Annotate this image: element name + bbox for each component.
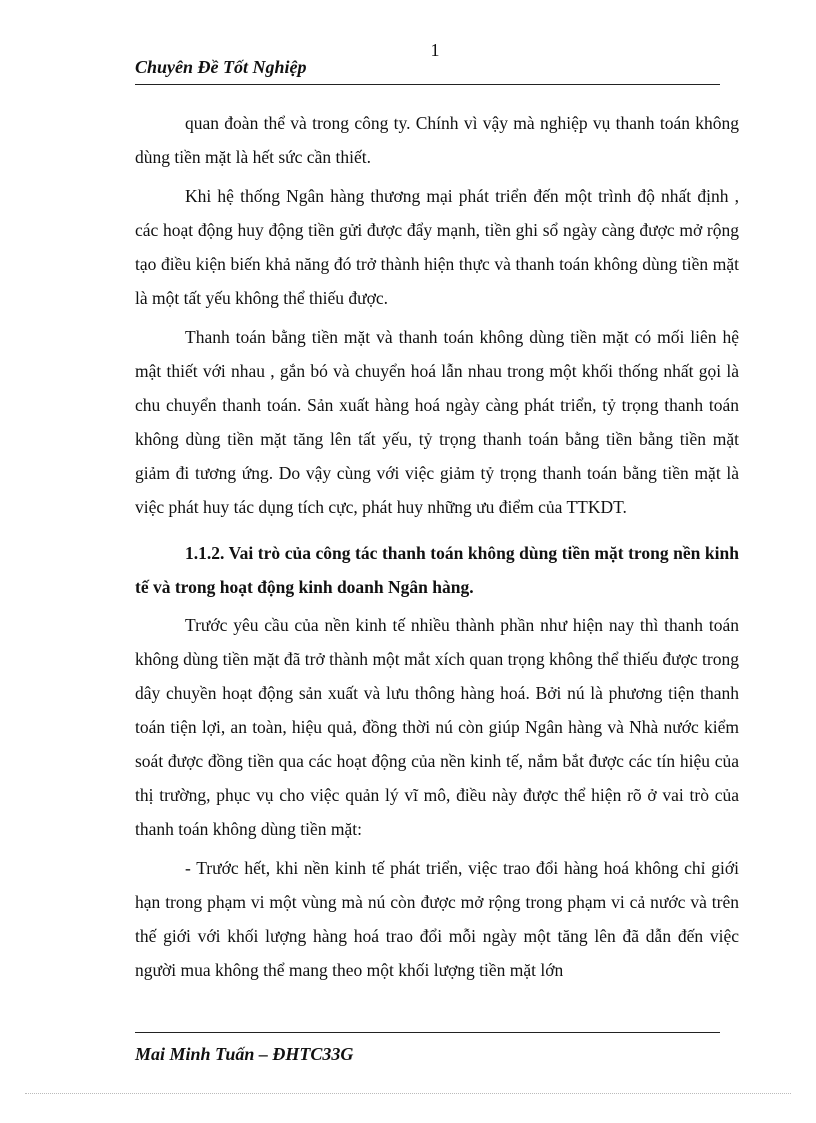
footer-rule [135,1032,720,1033]
page-number: 1 [430,40,440,60]
paragraph: quan đoàn thể và trong công ty. Chính vì vậy mà nghiệp vụ thanh toán không dùng tiền mặt là hết sức cần thiết. [135,113,739,167]
footer-author: Mai Minh Tuấn – ĐHTC33G [135,1044,354,1064]
paragraph: Trước yêu cầu của nền kinh tế nhiều thành phần như hiện nay thì thanh toán không dùng tiền mặt đã trở thành một mắt xích quan trọng không thể thiếu được trong dây chuyền hoạt động sản xuất và lưu thông hàng hoá. Bởi nú là phương tiện thanh toán tiện lợi, an toàn, hiệu quả, đồng thời nú còn giúp Ngân hàng và Nhà nước kiểm soát được đồng tiền qua các hoạt động của nền kinh tế, nắm bắt được các tín hiệu của thị trường, phục vụ cho việc quản lý vĩ mô, điều này được thể hiện rõ ở vai trò của thanh toán không dùng tiền mặt: [135,615,739,839]
page-content [135,106,739,992]
header-title: Chuyên Đề Tốt Nghiệp [135,57,307,77]
paragraph: - Trước hết, khi nền kinh tế phát triển, việc trao đổi hàng hoá không chỉ giới hạn trong phạm vi một vùng mà nú còn được mở rộng trong phạm vi cả nước và trên thế giới với khối lượng hàng hoá trao đổi mỗi ngày một tăng lên đã dẫn đến việc người mua không thể mang theo một khối lượng tiền mặt lớn [135,858,739,980]
paragraph: Thanh toán bằng tiền mặt và thanh toán không dùng tiền mặt có mối liên hệ mật thiết với nhau , gắn bó và chuyển hoá lẫn nhau trong một khối thống nhất gọi là chu chuyển thanh toán. Sản xuất hàng hoá ngày càng phát triển, tỷ trọng thanh toán không dùng tiền mặt tăng lên tất yếu, tỷ trọng thanh toán bằng tiền bằng tiền mặt giảm đi tương ứng. Do vậy cùng với việc giảm tỷ trọng thanh toán bằng tiền mặt là việc phát huy tác dụng tích cực, phát huy những ưu điểm của TTKDT. [135,327,739,517]
page-edge-divider [25,1093,791,1094]
paragraph: Khi hệ thống Ngân hàng thương mại phát triển đến một trình độ nhất định , các hoạt động huy động tiền gửi được đẩy mạnh, tiền ghi sổ ngày càng được mở rộng tạo điều kiện biến khả năng đó trở thành hiện thực và thanh toán không dùng tiền mặt là một tất yếu không thể thiếu được. [135,186,739,308]
header-rule [135,84,720,85]
section-heading: 1.1.2. Vai trò của công tác thanh toán không dùng tiền mặt trong nền kinh tế và trong hoạt động kinh doanh Ngân hàng. [135,543,739,597]
